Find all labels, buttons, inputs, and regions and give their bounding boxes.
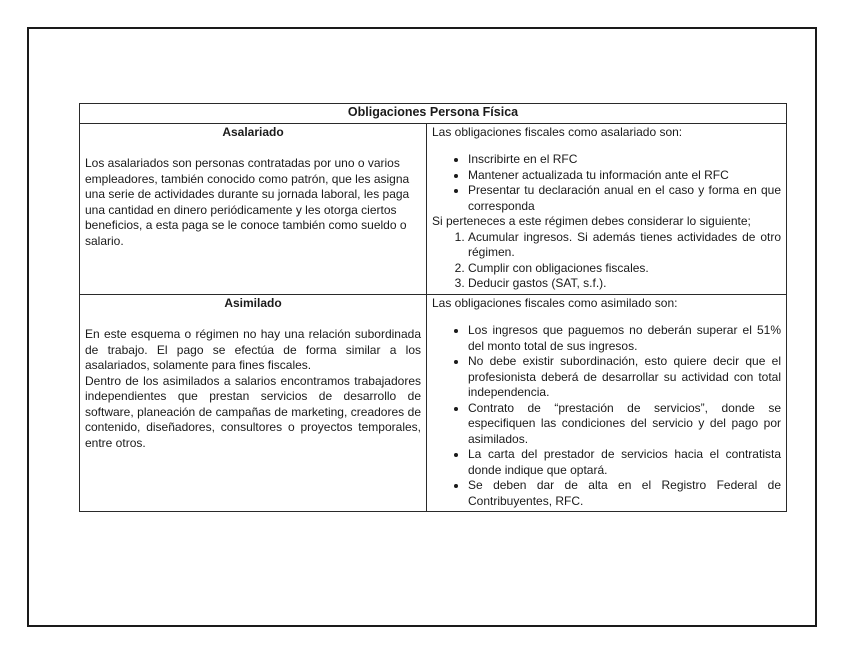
list-item: • Los ingresos que paguemos no deberán superar el 51% del monto total de sus ingresos.	[468, 323, 781, 354]
asimilado-row	[80, 294, 787, 512]
list-item: 2. Cumplir con obligaciones fiscales.	[468, 261, 781, 277]
asalariado-steps-list	[432, 230, 781, 292]
list-item: • Presentar tu declaración anual en el caso y forma en que corresponda	[468, 183, 781, 214]
list-item: • Se deben dar de alta en el Registro Federal de Contribuyentes, RFC.	[468, 478, 781, 509]
asalariado-description: Los asalariados son personas contratadas por uno o varios empleadores, también conocido como patrón, que les asigna una serie de actividades durante su jornada laboral, les paga una cantidad en dinero periódicamente y les otorga ciertos beneficios, a esta paga se le conoce también como sueldo o salario.	[85, 156, 410, 248]
obligations-table	[79, 103, 787, 512]
list-item: • Inscribirte en el RFC	[468, 152, 781, 168]
list-item: • Contrato de “prestación de servicios”, donde se especifiquen las condiciones del servicio y del pago por asimilados.	[468, 401, 781, 448]
list-item: • La carta del prestador de servicios hacia el contratista donde indique que optará.	[468, 447, 781, 478]
asalariado-bullet-list	[432, 152, 781, 214]
asalariado-row	[80, 123, 787, 294]
asalariado-regime-intro: Si perteneces a este régimen debes considerar lo siguiente;	[432, 214, 751, 228]
asimilado-obligations-cell	[427, 294, 787, 512]
asimilado-description-p1: En este esquema o régimen no hay una relación subordinada de trabajo. El pago se efectúa de forma similar a los asalariados, solamente para fines fiscales.	[85, 327, 421, 372]
asimilado-bullet-list	[432, 323, 781, 509]
asimilado-description-p2: Dentro de los asimilados a salarios encontramos trabajadores independientes que prestan servicios de desarrollo de software, planeación de campañas de marketing, creadores de contenido, diseñadores, consultores o proyectos temporales, entre otros.	[85, 373, 421, 450]
list-item: • No debe existir subordinación, esto quiere decir que el profesionista deberá de desarrollar su actividad con total independencia.	[468, 354, 781, 401]
asimilado-obligations-intro: Las obligaciones fiscales como asimilado son:	[432, 295, 678, 310]
asalariado-obligations-cell	[427, 123, 787, 294]
asimilado-description-cell	[80, 294, 427, 512]
table-title-row	[80, 104, 787, 124]
asalariado-heading: Asalariado	[222, 124, 284, 139]
table-title: Obligaciones Persona Física	[80, 104, 787, 124]
asalariado-obligations-intro: Las obligaciones fiscales como asalariado son:	[432, 124, 683, 139]
list-item: 1. Acumular ingresos. Si además tienes actividades de otro régimen.	[468, 230, 781, 261]
list-item: 3. Deducir gastos (SAT, s.f.).	[468, 276, 781, 292]
list-item: • Mantener actualizada tu información ante el RFC	[468, 168, 781, 184]
asalariado-description-cell	[80, 123, 427, 294]
asimilado-heading: Asimilado	[224, 295, 282, 310]
